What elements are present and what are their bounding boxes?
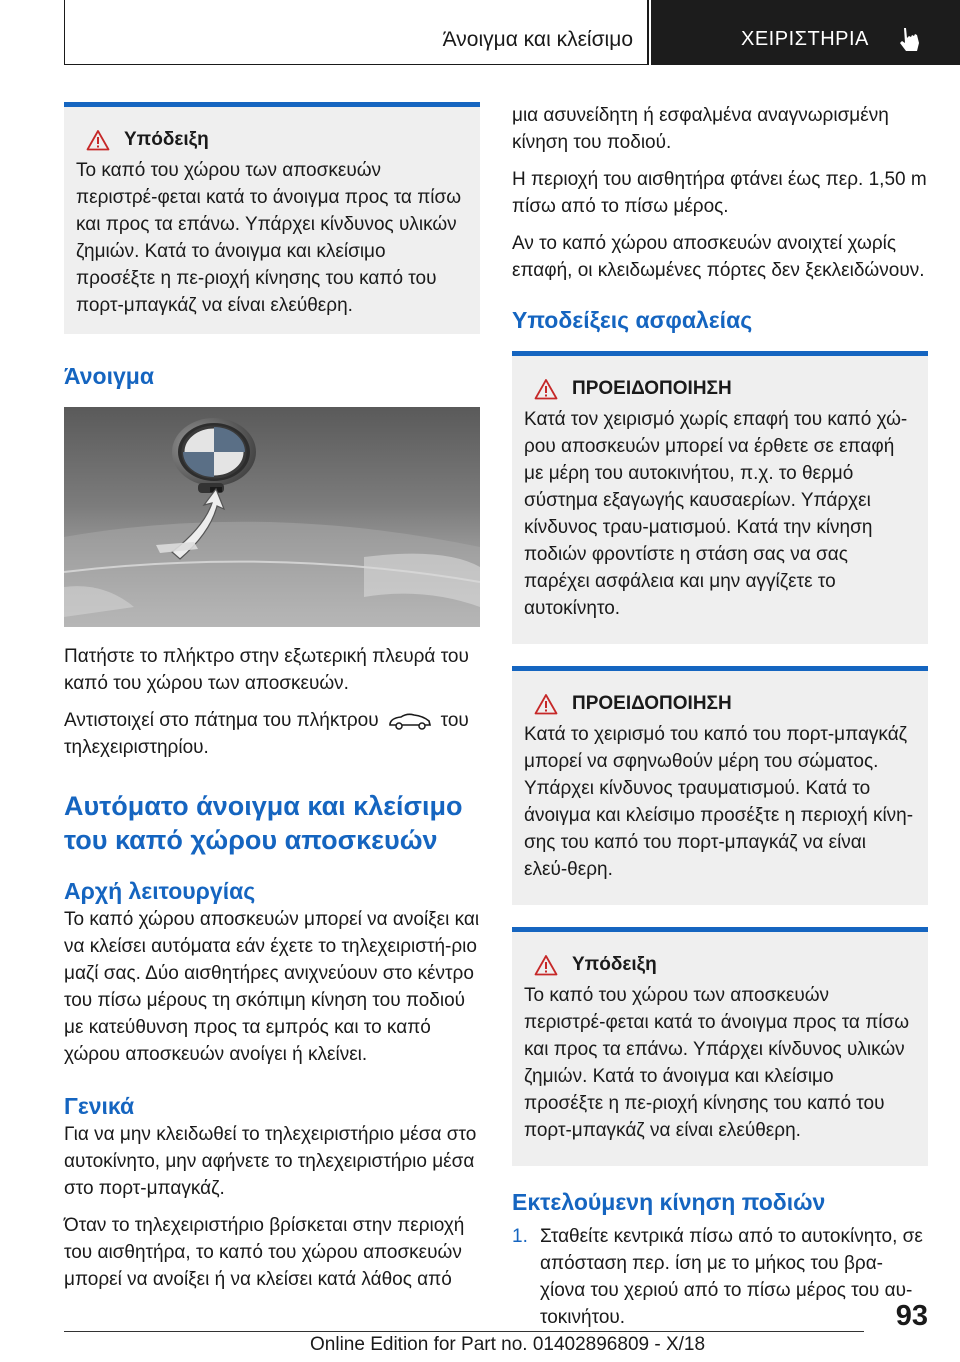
- para-corresponds-end: του τηλεχειριστηρίου.: [64, 710, 469, 758]
- footer-divider: [64, 1331, 864, 1332]
- step-text: Σταθείτε κεντρικά πίσω από το αυτοκίνητο, σε απόσταση περ. ίση με το μήκος του βρα-χίονα του χεριού από το πίσω μέρος του αυ-τοκινήτου.: [540, 1226, 923, 1328]
- header-section-title: Άνοιγμα και κλείσιμο: [442, 28, 633, 51]
- hint-title: [524, 954, 914, 976]
- heading-foot-movement: Εκτελούμενη κίνηση ποδιών: [512, 1189, 826, 1215]
- warning-title-text: ΠΡΟΕΙΔΟΠΟΙΗΣΗ: [572, 693, 732, 714]
- heading-opening: Άνοιγμα: [64, 363, 154, 389]
- para-sensor-range: Η περιοχή του αισθητήρα φτάνει έως περ. 1,50 m πίσω από το πίσω μέρος.: [512, 169, 927, 217]
- hand-pointer-icon: [893, 24, 923, 54]
- warning-box-2: [512, 666, 928, 905]
- warning-text: Κατά τον χειρισμό χωρίς επαφή του καπό χώ-ρου αποσκευών μπορεί να έρθετε σε επαφή με μέρη του αυτοκινήτου, π.χ. το θερμό σύστημα εξαγωγής καυσαερίων. Υπάρχει κίνδυνος τραυ-ματισμού. Κατά την κίνηση ποδιών φροντίστε η στάση σας να σας παρέχει ασφάλεια και μην αγγίζετε το αυτοκίνητο.: [524, 409, 908, 619]
- hint-title-text: Υπόδειξη: [124, 129, 209, 150]
- heading-general: Γενικά: [64, 1093, 135, 1119]
- car-keyfob-icon: [387, 711, 433, 731]
- para-corresponds-start: Αντιστοιχεί στο πάτημα του πλήκτρου: [64, 710, 379, 731]
- header-chapter-title: ΧΕΙΡΙΣΤΗΡΙΑ: [741, 28, 869, 50]
- warning-triangle-icon: [534, 378, 558, 400]
- warning-title-1: [524, 378, 914, 400]
- hint-title: [76, 129, 466, 151]
- hint-box-2: [512, 927, 928, 1166]
- step-number: 1.: [512, 1226, 528, 1247]
- hint-box-1: [64, 102, 480, 334]
- para-general-2: Όταν το τηλεχειριστήριο βρίσκεται στην περιοχή του αισθητήρα, το καπό του χώρου αποσκευών μπορεί να ανοίξει ή να κλείσει κατά λάθος από: [64, 1215, 465, 1290]
- para-continued: μια ασυνείδητη ή εσφαλμένα αναγνωρισμένη κίνηση του ποδιού.: [512, 105, 889, 153]
- heading-auto-open-close: Αυτόματο άνοιγμα και κλείσιμο του καπό χώρου αποσκευών: [64, 791, 463, 855]
- hint-text: Το καπό του χώρου των αποσκευών περιστρέ-φεται κατά το άνοιγμα προς τα πίσω και προς τα επάνω. Υπάρχει κίνδυνος υλικών ζημιών. Κατά το άνοιγμα και κλείσιμο προσέξτε η πε-ριοχή κίνησης του καπό του πορτ-μπαγκάζ να είναι ελεύθερη.: [524, 985, 910, 1141]
- para-general-1: Για να μην κλειδωθεί το τηλεχειριστήριο μέσα στο αυτοκίνητο, μην αφήνετε το τηλεχειριστήριο μέσα στο πορτ-μπαγκάζ.: [64, 1124, 477, 1199]
- footer-edition: Online Edition for Part no. 01402896809 - X/18: [310, 1334, 706, 1355]
- warning-title-text: ΠΡΟΕΙΔΟΠΟΙΗΣΗ: [572, 378, 732, 399]
- warning-triangle-icon: [534, 693, 558, 715]
- warning-triangle-icon: [86, 129, 110, 151]
- para-corresponds: [64, 707, 480, 761]
- hint-title-text: Υπόδειξη: [572, 954, 657, 975]
- warning-triangle-icon: [534, 954, 558, 976]
- para-doors-unlocked: Αν το καπό χώρου αποσκευών ανοιχτεί χωρίς επαφή, οι κλειδωμένες πόρτες δεν ξεκλειδώνουν.: [512, 233, 925, 281]
- para-principle: Το καπό χώρου αποσκευών μπορεί να ανοίξει και να κλείσει αυτόματα εάν έχετε το τηλεχειριστή-ριο μαζί σας. Δύο αισθητήρες ανιχνεύουν στο κέντρο του πίσω μέρους τη σκόπιμη κίνηση του ποδιού με κατεύθυνση προς τα εμπρός και το καπό χώρου αποσκευών ανοίγει ή κλείνει.: [64, 909, 480, 1065]
- hint-text: Το καπό του χώρου των αποσκευών περιστρέ-φεται κατά το άνοιγμα προς τα πίσω και προς τα επάνω. Υπάρχει κίνδυνος υλικών ζημιών. Κατά το άνοιγμα και κλείσιμο προσέξτε η πε-ριοχή κίνησης του καπό του πορτ-μπαγκάζ να είναι ελεύθερη.: [76, 160, 462, 316]
- step-1: [512, 1223, 928, 1331]
- heading-principle: Αρχή λειτουργίας: [64, 878, 256, 904]
- header-section-box: [64, 0, 649, 65]
- left-column: [64, 102, 480, 1303]
- page-number: 93: [895, 1300, 928, 1332]
- right-column: [512, 102, 928, 1331]
- heading-safety: Υποδείξεις ασφαλείας: [512, 307, 753, 333]
- warning-text: Κατά το χειρισμό του καπό του πορτ-μπαγκάζ μπορεί να σφηνωθούν μέρη του σώματος. Υπάρχει κίνδυνος τραυματισμού. Κατά το άνοιγμα και κλείσιμο προσέξτε η περιοχή κίνη-σης του καπό του πορτ-μπαγκάζ να είναι ελεύ-θερη.: [524, 724, 914, 880]
- trunk-button-photo: [64, 407, 480, 627]
- para-press-button: Πατήστε το πλήκτρο στην εξωτερική πλευρά του καπό του χώρου των αποσκευών.: [64, 646, 469, 694]
- warning-title-2: [524, 693, 914, 715]
- header-chapter-tab: [651, 0, 960, 65]
- warning-box-1: [512, 351, 928, 644]
